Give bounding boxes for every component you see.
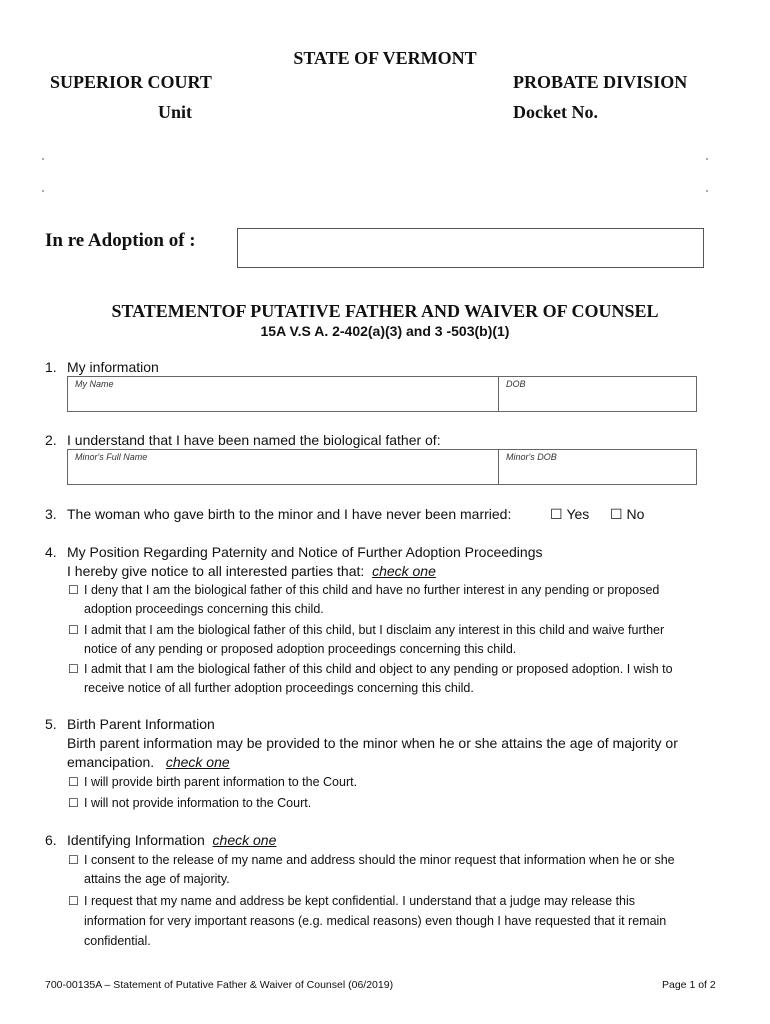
section-1-heading (45, 359, 159, 375)
section-5-line1: Birth parent information may be provided to the minor when he or she attains the age of majority or (67, 735, 678, 751)
section-title: My information (67, 359, 159, 375)
option-text: information for very important reasons (e.g. medical reasons) even though I have requested that it remain (84, 914, 667, 928)
minor-dob-label: Minor's DOB (506, 452, 557, 462)
section-number: 1. (45, 359, 57, 375)
minor-dob-field[interactable] (499, 450, 696, 484)
section-5-heading (45, 716, 215, 732)
minor-name-field[interactable] (68, 450, 499, 484)
intro-text: I hereby give notice to all interested parties that: (67, 563, 365, 579)
identity-option-consent (68, 851, 675, 889)
section-2-heading (45, 432, 441, 448)
option-text: I deny that I am the biological father of this child and have no further interest in any pending or proposed (84, 583, 660, 597)
my-dob-field[interactable] (499, 377, 696, 411)
scan-dot (42, 190, 44, 192)
option-text: adoption proceedings concerning this child. (84, 602, 324, 616)
section-title: My Position Regarding Paternity and Notice of Further Adoption Proceedings (67, 544, 543, 560)
section-4-heading (45, 544, 543, 560)
identity-option-confidential (68, 891, 666, 951)
unit-label: Unit (158, 102, 193, 122)
court-heading: SUPERIOR COURT (50, 72, 212, 92)
consent-checkbox[interactable]: ☐ (68, 853, 79, 867)
form-title: STATEMENTOF PUTATIVE FATHER AND WAIVER OF COUNSEL (111, 301, 659, 321)
no-option[interactable] (610, 506, 644, 523)
option-text: I request that my name and address be kept confidential. I understand that a judge may release this (84, 894, 636, 908)
option-text: I consent to the release of my name and address should the minor request that information when he or she (84, 853, 675, 867)
option-text: receive notice of all further adoption proceedings concerning this child. (84, 681, 474, 695)
option-text: attains the age of majority. (84, 872, 230, 886)
option-text: I will provide birth parent information to the Court. (84, 775, 358, 789)
yes-checkbox[interactable]: ☐ (550, 506, 563, 522)
docket-label: Docket No. (513, 102, 598, 122)
scan-dot (706, 190, 708, 192)
birth-info-option-not-provide (68, 794, 311, 813)
no-checkbox[interactable]: ☐ (610, 506, 623, 522)
adoption-label: In re Adoption of : (45, 230, 196, 251)
no-label: No (626, 506, 645, 522)
option-text: I will not provide information to the Court. (84, 796, 312, 810)
option-text: confidential. (84, 934, 151, 948)
confidential-checkbox[interactable]: ☐ (68, 894, 79, 908)
state-heading: STATE OF VERMONT (293, 48, 477, 68)
section-6-heading (45, 832, 276, 848)
section-title: I understand that I have been named the biological father of: (67, 432, 441, 448)
line-text: emancipation. (67, 754, 155, 770)
minor-info-fields (67, 449, 697, 485)
check-one-instruction: check one (212, 832, 277, 848)
object-checkbox[interactable]: ☐ (68, 662, 79, 676)
minor-name-label: Minor's Full Name (75, 452, 148, 462)
section-5-line2 (67, 754, 230, 770)
my-info-fields (67, 376, 697, 412)
deny-checkbox[interactable]: ☐ (68, 583, 79, 597)
scan-dot (42, 158, 44, 160)
section-title: Identifying Information (67, 832, 205, 848)
section-3-question (45, 506, 511, 522)
provide-checkbox[interactable]: ☐ (68, 775, 79, 789)
section-4-intro (67, 563, 436, 579)
birth-info-option-provide (68, 773, 357, 792)
option-text: I admit that I am the biological father of this child, but I disclaim any interest in this child and waive further (84, 623, 665, 637)
division-heading: PROBATE DIVISION (513, 72, 688, 92)
statute-reference: 15A V.S A. 2-402(a)(3) and 3 -503(b)(1) (260, 323, 510, 339)
option-text: I admit that I am the biological father of this child and object to any pending or proposed adoption. I wish to (84, 662, 673, 676)
yes-option[interactable] (550, 506, 589, 523)
section-title: The woman who gave birth to the minor and I have never been married: (67, 506, 512, 522)
paternity-option-deny (68, 581, 659, 619)
disclaim-checkbox[interactable]: ☐ (68, 623, 79, 637)
yes-label: Yes (566, 506, 590, 522)
page-number: Page 1 of 2 (662, 979, 716, 991)
option-text: notice of any pending or proposed adoption proceedings concerning this child. (84, 642, 517, 656)
my-dob-label: DOB (506, 379, 526, 389)
my-name-label: My Name (75, 379, 114, 389)
section-number: 5. (45, 716, 57, 732)
adoption-name-field[interactable] (237, 228, 704, 268)
paternity-option-disclaim (68, 621, 664, 659)
section-number: 2. (45, 432, 57, 448)
check-one-instruction: check one (165, 754, 230, 770)
not-provide-checkbox[interactable]: ☐ (68, 796, 79, 810)
check-one-instruction: check one (372, 563, 436, 579)
section-title: Birth Parent Information (67, 716, 215, 732)
form-number: 700-00135A – Statement of Putative Father & Waiver of Counsel (06/2019) (45, 979, 394, 991)
section-number: 6. (45, 832, 57, 848)
paternity-option-object (68, 660, 673, 698)
my-name-field[interactable] (68, 377, 499, 411)
scan-dot (706, 158, 708, 160)
section-number: 4. (45, 544, 57, 560)
section-number: 3. (45, 506, 57, 522)
